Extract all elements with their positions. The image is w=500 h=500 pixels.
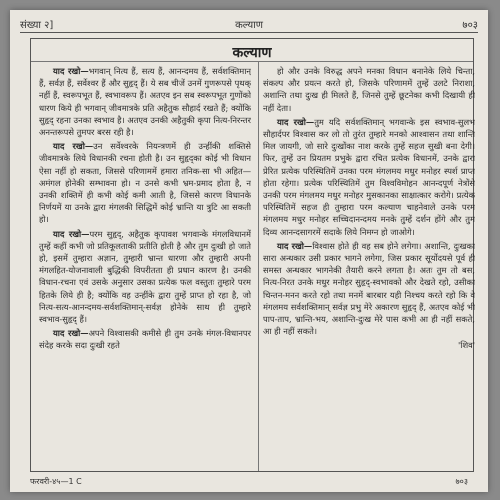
- paragraph-text: भगवान् नित्य हैं, सत्य हैं, आनन्दमय हैं, सर्वशक्तिमान् हैं, सर्वज्ञ हैं, सर्वेश्वर हैं और सुहृद् हैं। ये सब चीजें उनमें गुणरूपसे पृथक् नहीं हैं, स्वरूपभूत हैं, स्वभावरूप हैं। अतएव इन सब स्वरूपभूत गुणोंको धारण किये ही भगवान् जीवमात्रके प्रति अहैतुक सौहार्द रखते हैं; क्योंकि सुहृद् रहना उनका स्वभाव है। अतएव उनकी अहैतुकी कृपा नित्य-निरन्तर अनन्तरूपसे तुमपर बरस रही है।: [39, 66, 251, 138]
- header-title: कल्याण: [235, 20, 263, 31]
- footer-code: फरवरी-४५—1 C: [30, 477, 82, 486]
- paragraph-lead: याद रखो—: [277, 116, 315, 127]
- paragraph: [263, 116, 475, 238]
- right-column: [263, 65, 475, 467]
- paragraph: [39, 228, 251, 326]
- paragraph: [263, 65, 475, 114]
- paragraph-text: तुम यदि सर्वशक्तिमान् भगवान्के इस स्वभाव-सुलभ सौहार्दपर विश्वास कर लो तो तुरंत तुम्हारे मनको आश्वासन तथा शान्ति मिल जायगी, जो सारे दुःखोंका नाश करके तुम्हें सहज सुखी बना देगी। फिर, तुम्हें उन प्रियतम प्रभुके द्वारा रचित प्रत्येक विधानमें, उनके द्वारा प्रेरित प्रत्येक परिस्थितिमें उनका परम मंगलमय मधुर मनोहर स्पर्श प्राप्त होता रहेगा। प्रत्येक परिस्थितिमें तुम विश्वविमोहन आनन्दपूर्ण नेत्रोंसे उनकी परम मंगलमय मधुर मनोहर मुसकानका साक्षात्कार करोगे। प्रत्येक परिस्थितिमें सहज ही तुम्हारा परम कल्याण चाहनेवाले उनके परम मंगलमय मधुर मनोहर सच्चिदानन्दमय मनके तुम्हें दर्शन होंगे और तुम दिव्य आनन्दसागरमें सदाके लिये निमग्न हो जाओगे।: [263, 116, 475, 237]
- issue-number: संख्या २]: [20, 20, 54, 31]
- paragraph-text: विश्वास होते ही वह सब होने लगेगा। अशान्ति, दुःखका सारा अन्धकार उसी प्रकार भागने लगेगा, जिस प्रकार सूर्योदयसे पूर्व ही समस्त अन्धकार भागनेकी तैयारी करने लगता है। अतः तुम तो बस, नित्य-निरत उनके मधुर मनोहर सुहृद्-स्वभावको और देखते रहो, उसीका चिन्तन-मनन करते रहो तथा मनमें बारबार यही निश्चय करते रहो कि वे मंगलमय सर्वशक्तिमान् सर्वज्ञ प्रभु मेरे अकारण सुहृद् हैं, अतएव कोई भी पाप-ताप, भ्रान्ति-भय, अशान्ति-दुःख मेरे पास कभी आ ही नहीं सकते, आ ही नहीं सकते।: [263, 240, 475, 337]
- paragraph-lead: याद रखो—: [53, 66, 89, 76]
- article-box: [30, 38, 474, 472]
- paragraph: [263, 240, 475, 338]
- left-column: [39, 65, 251, 467]
- paragraph-lead: याद रखो—: [53, 141, 94, 152]
- paragraph: [39, 65, 251, 138]
- paragraph: [39, 140, 251, 225]
- paragraph: [39, 327, 251, 351]
- signature: [263, 339, 475, 351]
- page-footer: [20, 476, 478, 490]
- paragraph-lead: याद रखो—: [277, 240, 313, 251]
- footer-page-number: ७०३: [455, 477, 468, 486]
- page-header: [20, 14, 478, 33]
- title-divider: [31, 61, 473, 62]
- signature-text: 'शिव': [458, 340, 475, 351]
- article-title: कल्याण: [232, 45, 272, 61]
- paragraph-text: अपने विश्वासकी कमीसे ही तुम उनके मंगल-विधानपर संदेह करके सदा दुःखी रहते: [39, 328, 251, 351]
- paragraph-lead: याद रखो—: [53, 328, 89, 339]
- paragraph-text: परम सुहृद्, अहैतुक कृपावश भगवान्के मंगलविधानमें तुम्हें कहीं कभी जो प्रतिकूलताकी प्रतीति होती है और तुम दुःखी हो जाते हो, इसमें तुम्हारा अज्ञान, तुम्हारी भ्रान्त धारणा और तुम्हारी अपनी मंगलहित-योजनावाली बुद्धिकी विपरीतता ही प्रधान कारण है। उनकी विधान-रचना एवं उसके अनुसार उसका प्रत्येक फल वस्तुतः तुम्हारे परम हितके लिये ही है; क्योंकि वह उन्हींके द्वारा तुम्हें प्राप्त हो रहा है, जो नित्य-सत्य-आनन्दमय-सर्वशक्तिमान्-सर्वज्ञ होनेके साथ ही तुम्हारे स्वभाव-सुहृद् हैं।: [39, 228, 251, 325]
- column-divider: [258, 61, 259, 471]
- page-number: ७०३: [462, 20, 478, 31]
- paragraph-text: उन सर्वेश्वरके नियन्त्रणमें ही उन्हींकी शक्तिसे जीवमात्रके लिये विधानकी रचना होती है। उन सुहृद्का कोई भी विधान ऐसा नहीं हो सकता, जिससे परिणाममें हमारा तनिक-सा भी अहित—अमंगल होनेकी सम्भावना हो। न उनसे कभी भ्रम-प्रमाद होता है, न उनकी शक्तिमें ही कभी कोई कमी आती है, जिससे कारण विधानके निर्णयमें या उनके द्वारा मंगलकी सिद्धिमें कोई भ्रान्ति या त्रुटि आ सकती हो।: [39, 141, 251, 225]
- paragraph-lead: याद रखो—: [53, 228, 90, 239]
- paragraph-text: हो और उनके विरुद्ध अपने मनका विधान बनानेके लिये चिन्ता, संकल्प और प्रयत्न करते हो, जिसके परिणाममें तुम्हें उलटे निराशा, अशान्ति तथा दुःख ही मिलते हैं, जिनसे तुम्हें छूटनेका कभी दिखायी ही नहीं देता।: [263, 66, 475, 113]
- page: [10, 10, 488, 492]
